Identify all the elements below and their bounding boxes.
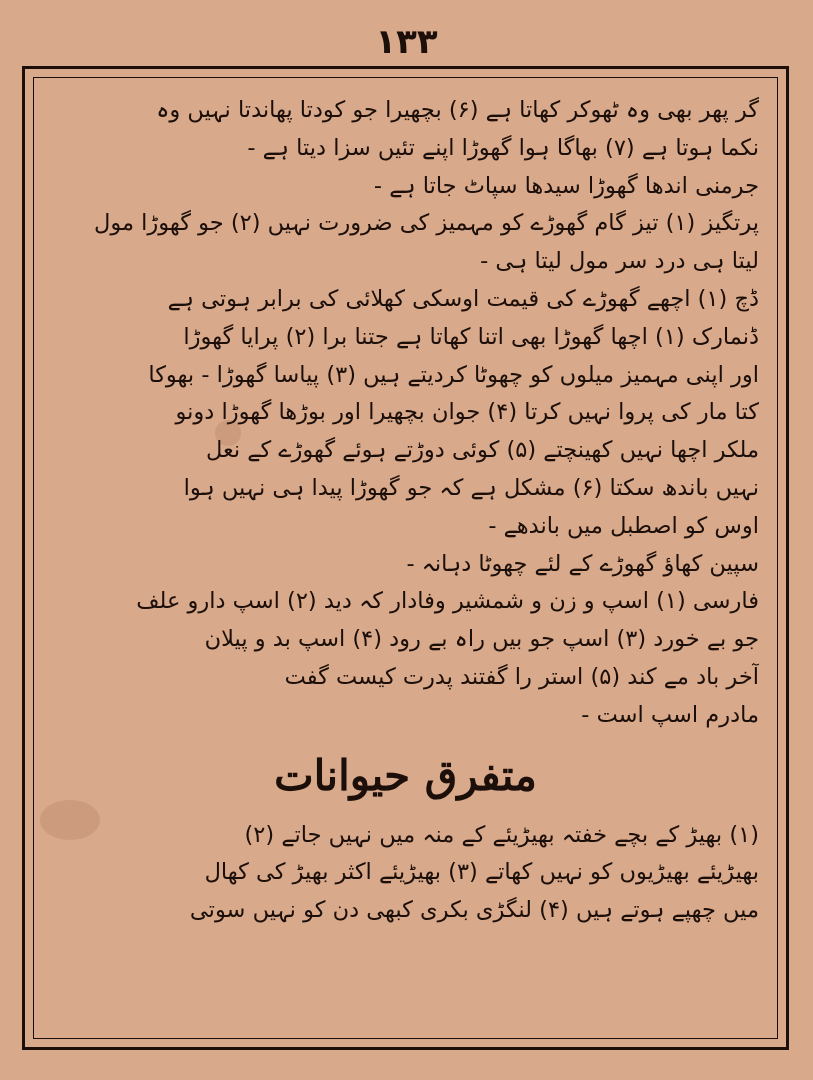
text-line: ڈنمارک (۱) اچھا گھوڑا بھی اتنا کھاتا ہے جتنا برا (۲) پرایا گھوڑا <box>183 323 759 350</box>
text-line: پرتگیز (۱) تیز گام گھوڑے کو مہمیز کی ضرورت نہیں (۲) جو گھوڑا مول <box>93 210 759 237</box>
text-line: نکما ہوتا ہے (۷) بھاگا ہوا گھوڑا اپنے تئیں سزا دیتا ہے - <box>247 134 759 161</box>
page-border-outer <box>22 66 789 1050</box>
text-line: گر پھر بھی وہ ٹھوکر کھاتا ہے (۶) بچھیرا جو کودتا پھاندتا نہیں وہ <box>156 97 759 123</box>
section-heading: متفرق حیوانات <box>274 750 537 800</box>
text-line: سپین کھاؤ گھوڑے کے لئے چھوٹا دہانہ - <box>406 550 759 577</box>
proverbs-section-misc-animals <box>52 817 759 930</box>
text-line: نہیں باندھ سکتا (۶) مشکل ہے کہ جو گھوڑا پیدا ہی نہیں ہوا <box>183 474 759 501</box>
text-line: (۱) بھیڑ کے بچے خفتہ بھیڑیئے کے منہ میں نہیں جاتے (۲) <box>244 821 759 848</box>
proverbs-section-horses <box>52 92 759 735</box>
text-line: کتا مار کی پروا نہیں کرتا (۴) جوان بچھیرا اور بوڑھا گھوڑا دونو <box>175 399 759 426</box>
text-line: جرمنی اندھا گھوڑا سیدھا سپاٹ جاتا ہے - <box>373 172 759 199</box>
text-line: جو بے خورد (۳) اسپ جو بیں راہ بے رود (۴) اسپ بد و پیلان <box>204 626 759 653</box>
page-number: ۱۳۳ <box>375 22 438 62</box>
text-line: فارسی (۱) اسپ و زن و شمشیر وفادار کہ دید (۲) اسپ دارو علف <box>136 588 759 615</box>
text-line: آخر باد مے کند (۵) استر را گفتند پدرت کیست گفت <box>284 663 759 690</box>
text-line: مادرم اسپ است - <box>581 701 759 728</box>
text-line: لیتا ہی درد سر مول لیتا ہی - <box>480 248 759 275</box>
text-line: اور اپنی مہمیز میلوں کو چھوٹا کردیتے ہیں (۳) پیاسا گھوڑا - بھوکا <box>148 361 759 388</box>
page-text-block <box>33 77 778 1039</box>
text-line: بھیڑیئے بھیڑیوں کو نہیں کھاتے (۳) بھیڑیئے اکثر بھیڑ کی کھال <box>204 859 759 886</box>
text-line: اوس کو اصطبل میں باندھے - <box>488 512 759 539</box>
text-line: ڈچ (۱) اچھے گھوڑے کی قیمت اوسکی کھلائی کی برابر ہوتی ہے <box>167 285 759 312</box>
text-line: ملکر اچھا نہیں کھینچتے (۵) کوئی دوڑتے ہوئے گھوڑے کے نعل <box>205 437 759 464</box>
text-line: میں چھپے ہوتے ہیں (۴) لنگڑی بکری کبھی دن کو نہیں سوتی <box>189 897 759 924</box>
